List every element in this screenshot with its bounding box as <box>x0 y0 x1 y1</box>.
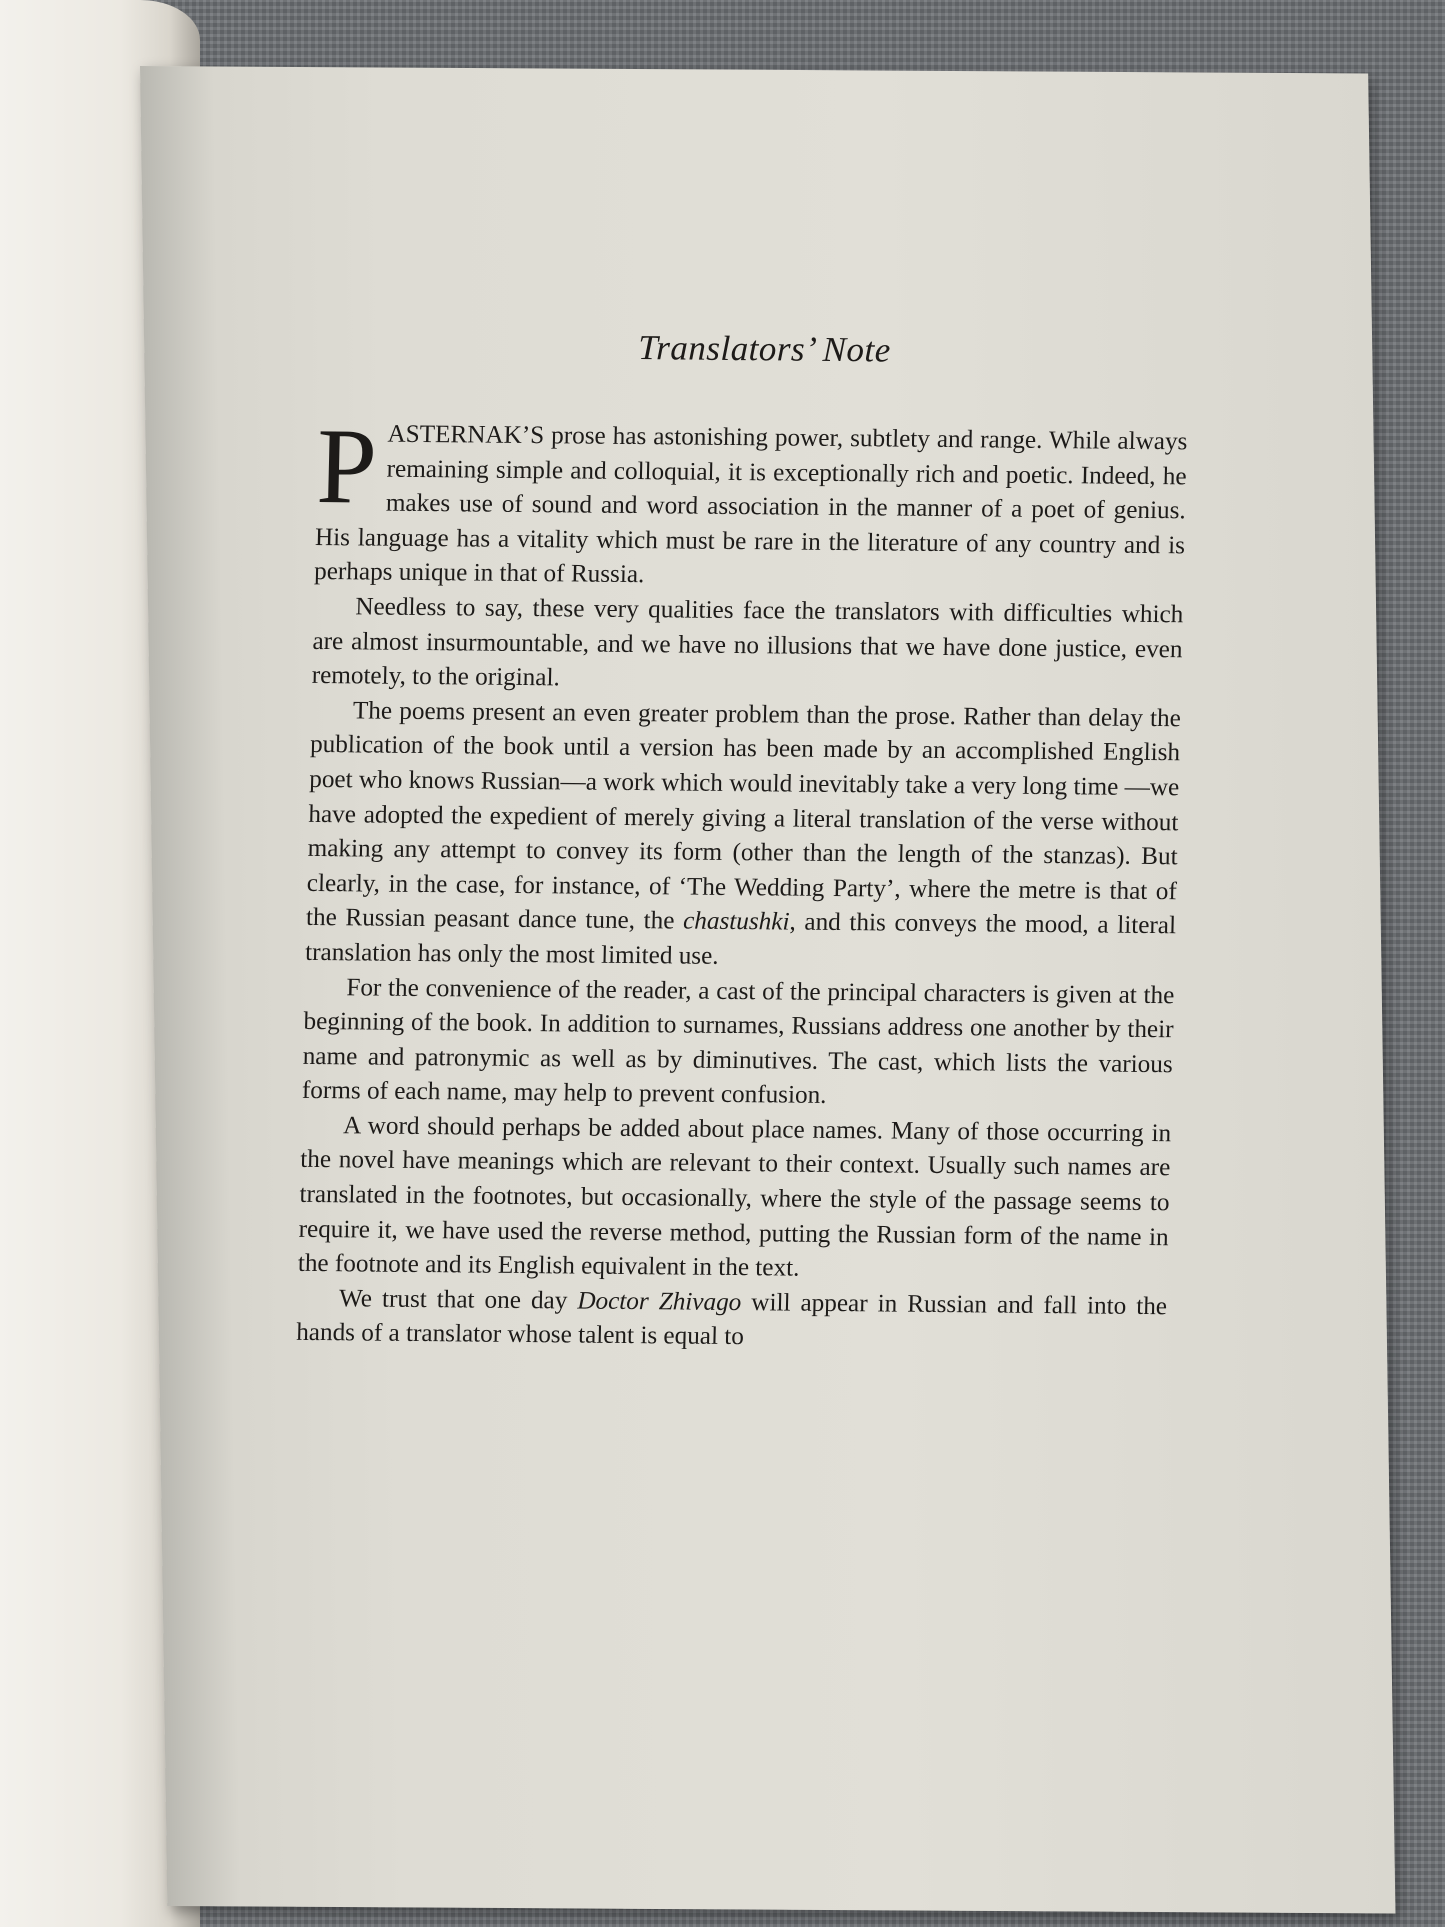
paragraph-5: A word should perhaps be added about place names. Many of those occurring in the novel have meanings which are relevant to their context. Usually such names are translated in the footnotes, but occasionally, where the style of the passage seems to require it, we have used the reverse method, putting the Russian form of the name in the footnote and its English equivalent in the text. <box>297 1112 1172 1282</box>
paragraph-6-text-end: will appear in Russian and fall into the hands of a translator whose talent is equal to <box>295 1288 1168 1351</box>
paragraph-1-lead: ASTERNAK’S <box>387 420 545 450</box>
paragraph-6 <box>296 1282 1168 1360</box>
paragraph-6-text: We trust that one day <box>338 1285 578 1315</box>
paragraph-3-text-end: , and this conveys the mood, a literal translation has only the most limited use. <box>304 908 1177 970</box>
paragraph-2: Needless to say, these very qualities face the translators with difficulties which are almost insurmountable, and we have no illusions that we have done justice, even remotely, to the original. <box>311 593 1184 692</box>
paragraph-3 <box>305 694 1181 979</box>
paragraph-4: For the convenience of the reader, a cast of the principal characters is given at the beginning of the book. In addition to surnames, Russians address one another by their name and patronymic as well as by diminutives. The cast, which lists the various forms of each name, may help to prevent confusion. <box>301 973 1175 1110</box>
paragraph-3-text: The poems present an even greater problem than the prose. Rather than delay the publication of the book until a version has been made by an accomplished English poet who knows Russian—a work which would inevitably take a very long time —we have adopted the expedient of merely giving a literal translation of the verse without making any attempt to convey its form (other than the length of the stanzas). But clearly, in the case, for instance, of ‘The Wedding Party’, where the metre is that of the Russian peasant dance tune, the <box>305 697 1182 935</box>
drop-cap: P <box>315 406 379 527</box>
book-title: Doctor Zhivago <box>577 1287 742 1316</box>
paragraph-1 <box>313 406 1188 598</box>
paragraph-1-text: prose has astonishing power, subtlety and range. While always remaining simple and colloquial, it is exceptionally rich and poetic. Indeed, he makes use of sound and word association in the manner of a poet of genius. His language has a vitality which must be rare in the literature of any country and is perhaps unique in that of Russia. <box>313 422 1188 589</box>
page-title: Translators’ Note <box>637 328 892 370</box>
page-text <box>296 325 1190 1359</box>
italic-term: chastushki <box>682 907 790 936</box>
